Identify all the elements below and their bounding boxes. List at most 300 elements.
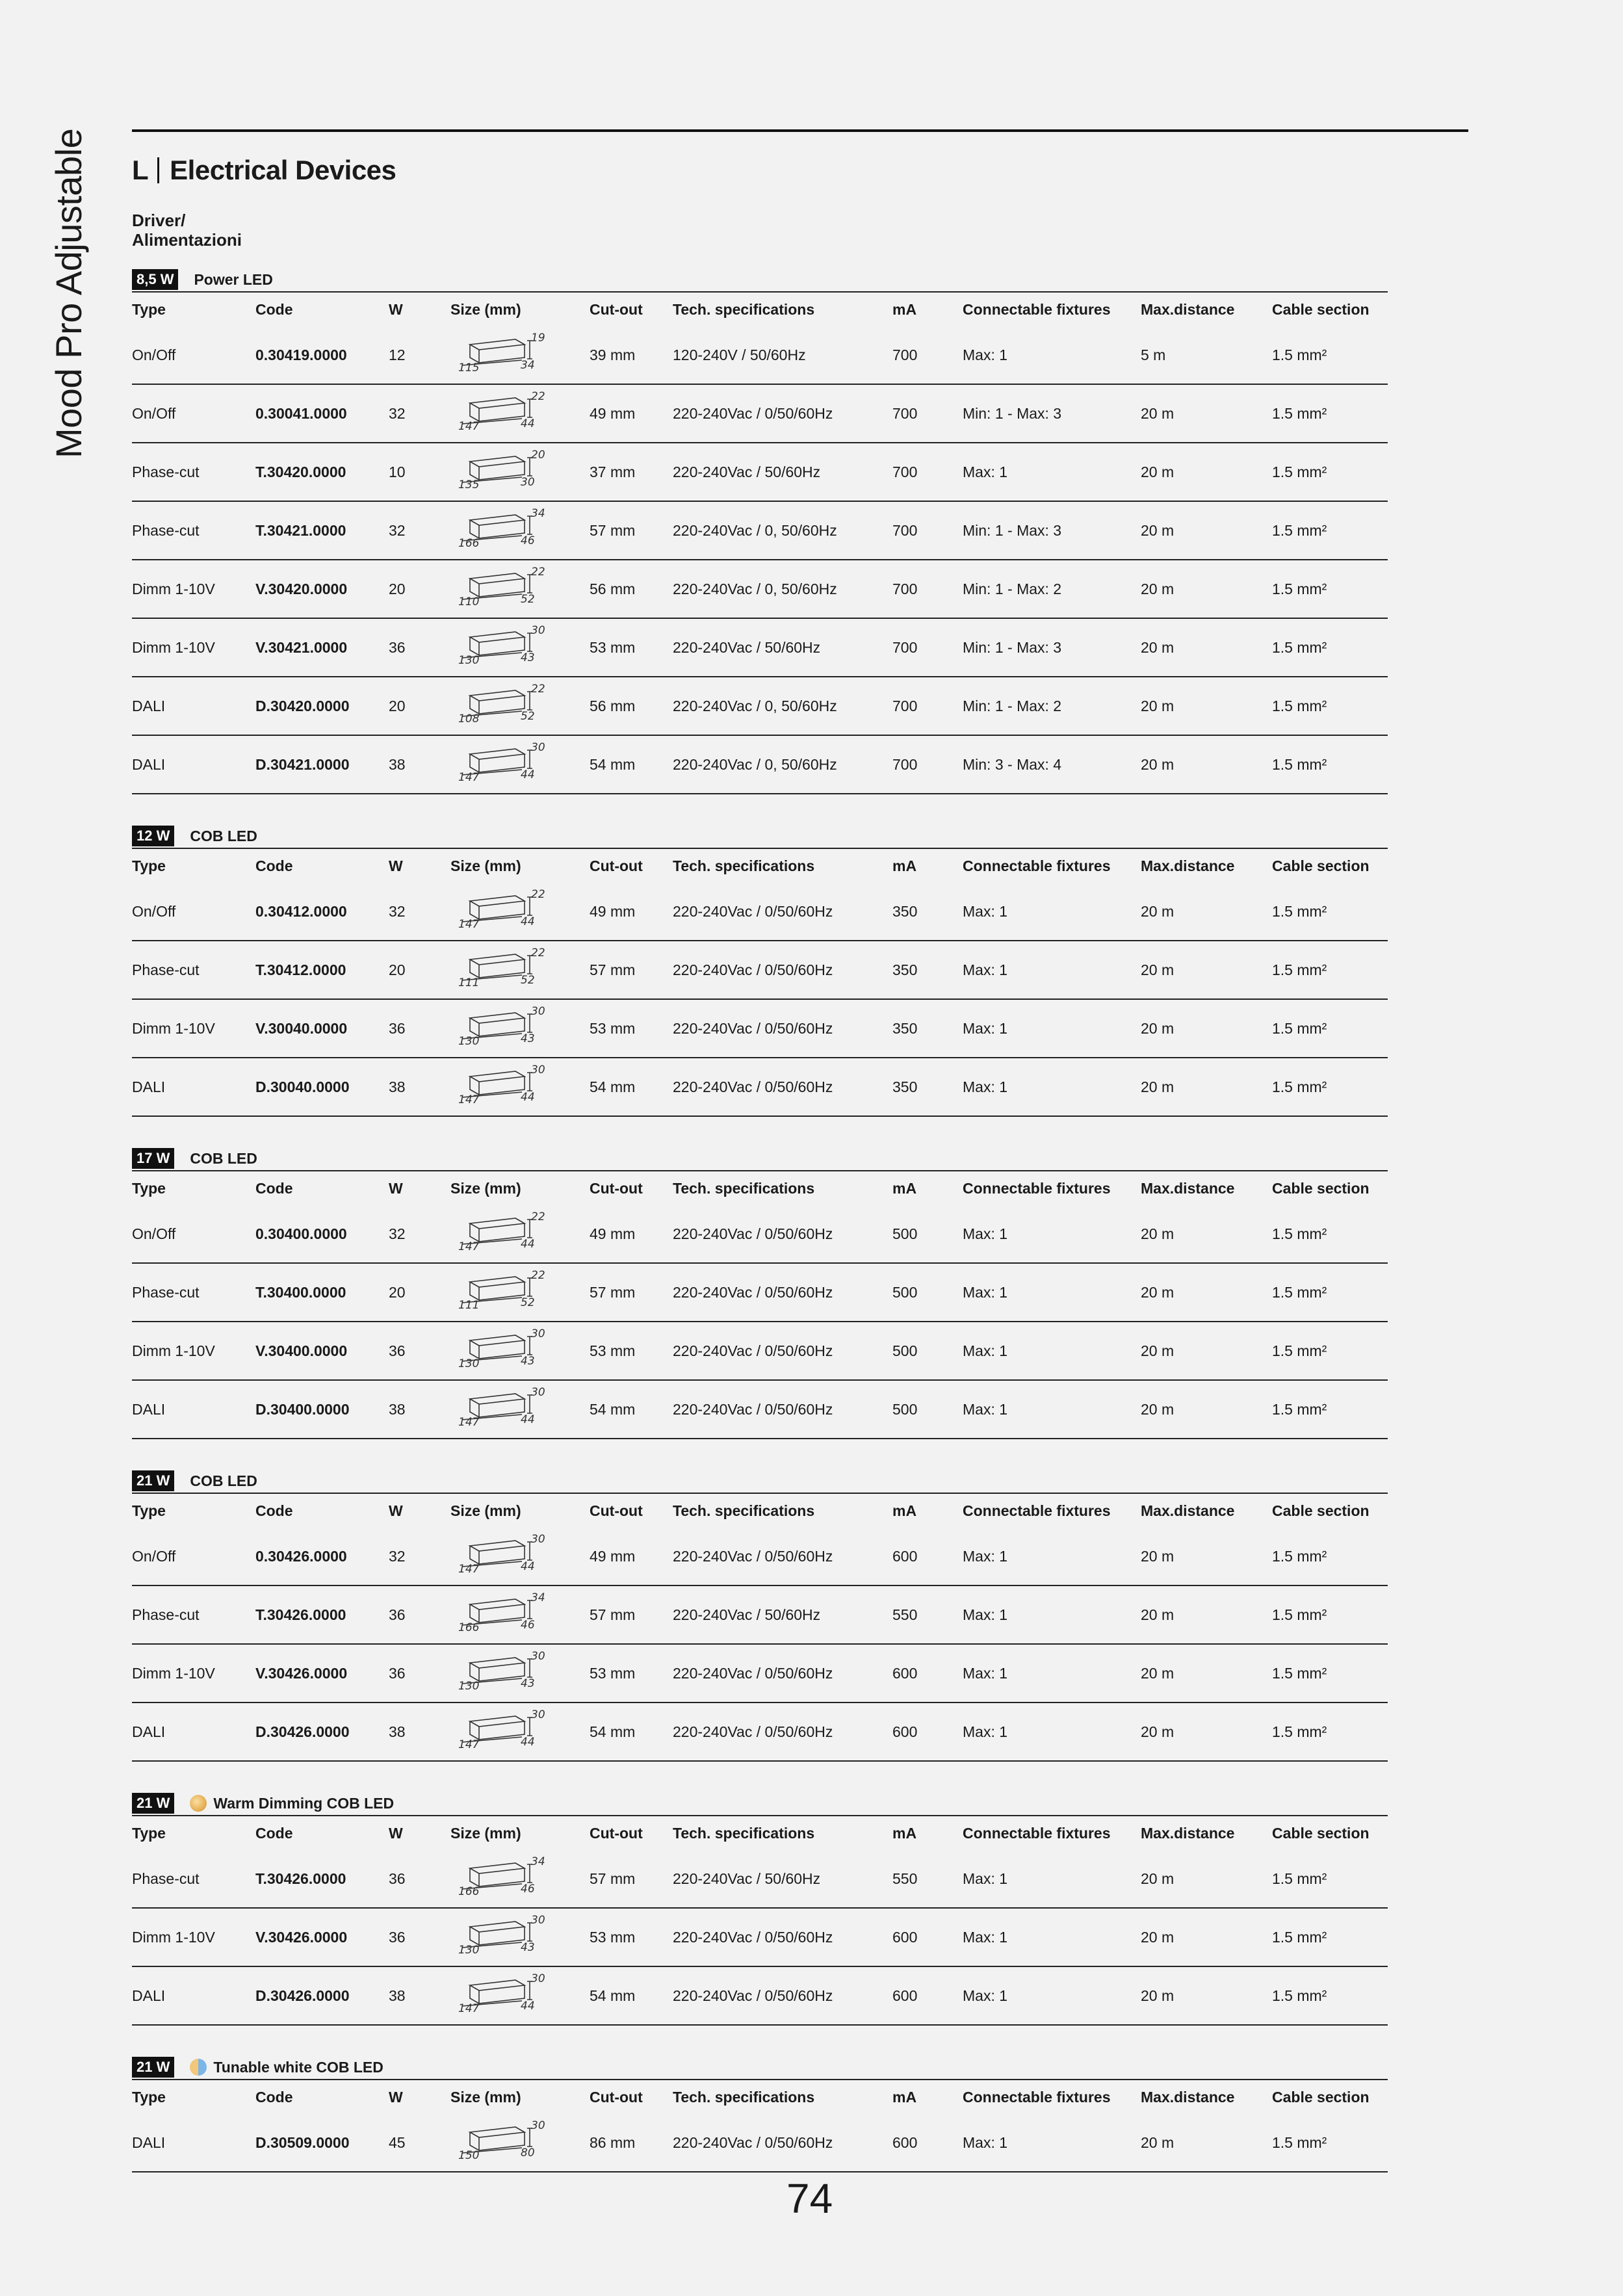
- cell-cable: 1.5 mm²: [1272, 1225, 1327, 1242]
- cell-cable: 1.5 mm²: [1272, 404, 1327, 422]
- size-height: 30: [531, 2119, 545, 2132]
- column-header-w: W: [389, 1502, 403, 1519]
- size-depth: 52: [521, 974, 535, 987]
- table-row: [132, 736, 1388, 794]
- section-label: COB LED: [190, 1149, 257, 1167]
- cell-type: Dimm 1-10V: [132, 638, 215, 656]
- size-length: 115: [458, 361, 480, 374]
- column-header-ma: mA: [892, 300, 917, 318]
- column-header-cable: Cable section: [1272, 1824, 1370, 1842]
- column-header-dist: Max.distance: [1141, 2088, 1235, 2106]
- size-depth: 44: [521, 768, 535, 781]
- table-row: [132, 1322, 1388, 1381]
- size-height: 30: [531, 1914, 545, 1927]
- column-header-cable: Cable section: [1272, 857, 1370, 874]
- cell-conn: Max: 1: [963, 1987, 1008, 2004]
- size-length: 111: [458, 976, 480, 989]
- column-header-code: Code: [255, 1179, 293, 1197]
- table-header-row: [132, 1493, 1388, 1528]
- cell-type: DALI: [132, 1987, 166, 2004]
- size-depth: 43: [521, 1032, 535, 1045]
- cell-cut: 56 mm: [590, 580, 636, 597]
- cell-ma: 600: [892, 1547, 918, 1565]
- subheading-line1: Driver/: [132, 211, 186, 230]
- table-row: [132, 1000, 1388, 1058]
- cell-ma: 700: [892, 697, 918, 714]
- cell-cut: 57 mm: [590, 1283, 636, 1301]
- column-header-size: Size (mm): [450, 857, 521, 874]
- size-height: 22: [531, 390, 545, 403]
- cell-type: Phase-cut: [132, 1283, 200, 1301]
- wattage-badge: 21 W: [132, 1470, 174, 1491]
- size-height: 22: [531, 946, 545, 959]
- spec-section: [132, 824, 1388, 1117]
- column-header-cable: Cable section: [1272, 1179, 1370, 1197]
- cell-code: V.30400.0000: [255, 1342, 348, 1359]
- column-header-cut: Cut-out: [590, 300, 643, 318]
- cell-dist: 20 m: [1141, 1019, 1175, 1037]
- cell-tech: 220-240Vac / 0/50/60Hz: [673, 1342, 833, 1359]
- cell-cut: 54 mm: [590, 1723, 636, 1740]
- cell-type: Phase-cut: [132, 961, 200, 978]
- cell-cut: 53 mm: [590, 1928, 636, 1946]
- cell-w: 36: [389, 638, 406, 656]
- size-depth: 46: [521, 534, 535, 547]
- column-header-cut: Cut-out: [590, 2088, 643, 2106]
- cell-cable: 1.5 mm²: [1272, 1723, 1327, 1740]
- cell-code: 0.30426.0000: [255, 1547, 347, 1565]
- cell-dist: 20 m: [1141, 697, 1175, 714]
- size-height: 30: [531, 1650, 545, 1663]
- size-cell: [450, 1586, 590, 1643]
- cell-code: D.30509.0000: [255, 2133, 350, 2151]
- wattage-badge: 21 W: [132, 2057, 174, 2078]
- size-cell: [450, 1264, 590, 1321]
- cell-w: 36: [389, 1928, 406, 1946]
- cell-cable: 1.5 mm²: [1272, 697, 1327, 714]
- cell-type: DALI: [132, 755, 166, 773]
- column-header-type: Type: [132, 1502, 166, 1519]
- column-header-type: Type: [132, 300, 166, 318]
- size-height: 30: [531, 1708, 545, 1721]
- size-height: 19: [531, 332, 545, 345]
- column-header-code: Code: [255, 1824, 293, 1842]
- cell-conn: Max: 1: [963, 1019, 1008, 1037]
- wattage-badge: 21 W: [132, 1793, 174, 1814]
- size-cell: [450, 883, 590, 940]
- table-row: [132, 677, 1388, 736]
- side-title-text: Mood Pro Adjustable: [48, 128, 89, 458]
- column-header-cable: Cable section: [1272, 1502, 1370, 1519]
- cell-conn: Max: 1: [963, 1664, 1008, 1682]
- cell-ma: 350: [892, 1078, 918, 1095]
- cell-dist: 20 m: [1141, 1400, 1175, 1418]
- column-header-ma: mA: [892, 1502, 917, 1519]
- size-length: 130: [458, 654, 480, 667]
- subheading: [132, 211, 392, 250]
- cell-ma: 550: [892, 1606, 918, 1623]
- column-header-dist: Max.distance: [1141, 300, 1235, 318]
- cell-cut: 57 mm: [590, 1606, 636, 1623]
- column-header-w: W: [389, 300, 403, 318]
- cell-w: 36: [389, 1606, 406, 1623]
- cell-type: Dimm 1-10V: [132, 1664, 215, 1682]
- cell-cable: 1.5 mm²: [1272, 1606, 1327, 1623]
- size-depth: 52: [521, 593, 535, 606]
- spec-section: [132, 1469, 1388, 1762]
- cell-tech: 220-240Vac / 0/50/60Hz: [673, 2133, 833, 2151]
- cell-w: 32: [389, 902, 406, 920]
- heading-separator: [157, 157, 159, 183]
- size-cell: [450, 326, 590, 384]
- column-header-conn: Connectable fixtures: [963, 1179, 1111, 1197]
- cell-w: 36: [389, 1870, 406, 1887]
- cell-cable: 1.5 mm²: [1272, 1547, 1327, 1565]
- size-height: 30: [531, 1005, 545, 1018]
- table-row: [132, 941, 1388, 1000]
- cell-type: DALI: [132, 1723, 166, 1740]
- cell-tech: 220-240Vac / 0, 50/60Hz: [673, 580, 837, 597]
- cell-dist: 20 m: [1141, 2133, 1175, 2151]
- section-label: Power LED: [194, 270, 273, 288]
- cell-conn: Max: 1: [963, 1928, 1008, 1946]
- cell-conn: Min: 1 - Max: 3: [963, 404, 1062, 422]
- cell-ma: 500: [892, 1400, 918, 1418]
- table-row: [132, 1205, 1388, 1264]
- size-cell: [450, 1381, 590, 1438]
- subheading-line2: Alimentazioni: [132, 230, 242, 250]
- cell-conn: Max: 1: [963, 1078, 1008, 1095]
- top-rule: [132, 129, 1468, 132]
- column-header-cable: Cable section: [1272, 300, 1370, 318]
- cell-code: D.30400.0000: [255, 1400, 350, 1418]
- cell-type: Phase-cut: [132, 463, 200, 480]
- cell-cable: 1.5 mm²: [1272, 1078, 1327, 1095]
- size-cell: [450, 1645, 590, 1702]
- size-height: 30: [531, 1327, 545, 1340]
- size-depth: 44: [521, 1091, 535, 1104]
- cell-tech: 220-240Vac / 0/50/60Hz: [673, 1283, 833, 1301]
- table-row: [132, 619, 1388, 677]
- cell-dist: 20 m: [1141, 1664, 1175, 1682]
- cell-dist: 20 m: [1141, 961, 1175, 978]
- size-height: 34: [531, 1591, 545, 1604]
- size-length: 111: [458, 1299, 480, 1312]
- table-row: [132, 2114, 1388, 2172]
- cell-conn: Max: 1: [963, 1547, 1008, 1565]
- size-depth: 46: [521, 1883, 535, 1896]
- column-header-size: Size (mm): [450, 1502, 521, 1519]
- cell-w: 20: [389, 580, 406, 597]
- cell-ma: 700: [892, 580, 918, 597]
- cell-dist: 20 m: [1141, 638, 1175, 656]
- size-height: 22: [531, 888, 545, 901]
- wattage-badge: 17 W: [132, 1148, 174, 1169]
- cell-code: T.30400.0000: [255, 1283, 346, 1301]
- table-row: [132, 1850, 1388, 1909]
- size-height: 34: [531, 507, 545, 520]
- size-cell: [450, 1000, 590, 1057]
- table-row: [132, 883, 1388, 941]
- cell-cut: 86 mm: [590, 2133, 636, 2151]
- size-cell: [450, 619, 590, 676]
- page-heading: [132, 155, 396, 186]
- cell-w: 45: [389, 2133, 406, 2151]
- cell-cable: 1.5 mm²: [1272, 1870, 1327, 1887]
- table-header-row: [132, 848, 1388, 883]
- table-row: [132, 560, 1388, 619]
- tunable-indicator-icon: [190, 2059, 207, 2076]
- cell-w: 36: [389, 1664, 406, 1682]
- cell-dist: 20 m: [1141, 755, 1175, 773]
- section-header: [132, 824, 1388, 848]
- cell-cut: 49 mm: [590, 404, 636, 422]
- cell-w: 32: [389, 1225, 406, 1242]
- section-header: [132, 1792, 1388, 1815]
- cell-w: 32: [389, 404, 406, 422]
- section-header: [132, 268, 1388, 291]
- cell-type: Phase-cut: [132, 1870, 200, 1887]
- cell-w: 36: [389, 1342, 406, 1359]
- cell-code: D.30426.0000: [255, 1723, 350, 1740]
- column-header-tech: Tech. specifications: [673, 300, 815, 318]
- size-height: 30: [531, 1063, 545, 1076]
- cell-conn: Max: 1: [963, 1283, 1008, 1301]
- size-depth: 44: [521, 915, 535, 928]
- cell-code: D.30040.0000: [255, 1078, 350, 1095]
- column-header-type: Type: [132, 1824, 166, 1842]
- cell-code: D.30421.0000: [255, 755, 350, 773]
- cell-dist: 20 m: [1141, 1928, 1175, 1946]
- table-header-row: [132, 291, 1388, 326]
- column-header-conn: Connectable fixtures: [963, 300, 1111, 318]
- size-cell: [450, 385, 590, 442]
- size-cell: [450, 1205, 590, 1262]
- cell-cable: 1.5 mm²: [1272, 638, 1327, 656]
- size-height: 22: [531, 1269, 545, 1282]
- cell-cable: 1.5 mm²: [1272, 1019, 1327, 1037]
- cell-w: 38: [389, 1987, 406, 2004]
- column-header-ma: mA: [892, 1179, 917, 1197]
- size-cell: [450, 677, 590, 735]
- column-header-dist: Max.distance: [1141, 1824, 1235, 1842]
- size-length: 110: [458, 595, 480, 608]
- cell-code: V.30420.0000: [255, 580, 348, 597]
- column-header-ma: mA: [892, 1824, 917, 1842]
- column-header-w: W: [389, 1824, 403, 1842]
- warm-indicator-icon: [190, 1795, 207, 1812]
- section-header: [132, 1469, 1388, 1493]
- cell-dist: 20 m: [1141, 902, 1175, 920]
- size-length: 130: [458, 1680, 480, 1693]
- cell-cut: 57 mm: [590, 1870, 636, 1887]
- column-header-cable: Cable section: [1272, 2088, 1370, 2106]
- size-length: 130: [458, 1944, 480, 1957]
- cell-tech: 220-240Vac / 0/50/60Hz: [673, 1400, 833, 1418]
- column-header-type: Type: [132, 2088, 166, 2106]
- cell-tech: 220-240Vac / 0, 50/60Hz: [673, 697, 837, 714]
- cell-cut: 56 mm: [590, 697, 636, 714]
- cell-tech: 220-240Vac / 0/50/60Hz: [673, 1664, 833, 1682]
- cell-code: T.30426.0000: [255, 1870, 346, 1887]
- size-depth: 43: [521, 1677, 535, 1690]
- cell-cable: 1.5 mm²: [1272, 580, 1327, 597]
- cell-ma: 500: [892, 1225, 918, 1242]
- cell-cut: 53 mm: [590, 638, 636, 656]
- cell-cable: 1.5 mm²: [1272, 755, 1327, 773]
- cell-dist: 20 m: [1141, 1547, 1175, 1565]
- cell-conn: Max: 1: [963, 1723, 1008, 1740]
- column-header-size: Size (mm): [450, 2088, 521, 2106]
- cell-tech: 220-240Vac / 0/50/60Hz: [673, 404, 833, 422]
- column-header-cut: Cut-out: [590, 1824, 643, 1842]
- cell-cut: 49 mm: [590, 902, 636, 920]
- cell-type: DALI: [132, 697, 166, 714]
- size-depth: 44: [521, 1238, 535, 1251]
- cell-ma: 700: [892, 638, 918, 656]
- cell-conn: Max: 1: [963, 1225, 1008, 1242]
- cell-tech: 220-240Vac / 0/50/60Hz: [673, 1019, 833, 1037]
- cell-cable: 1.5 mm²: [1272, 521, 1327, 539]
- cell-cut: 49 mm: [590, 1225, 636, 1242]
- spec-section: [132, 2055, 1388, 2172]
- cell-tech: 220-240Vac / 0, 50/60Hz: [673, 521, 837, 539]
- column-header-code: Code: [255, 2088, 293, 2106]
- cell-conn: Max: 1: [963, 1606, 1008, 1623]
- cell-code: 0.30419.0000: [255, 346, 347, 363]
- cell-dist: 20 m: [1141, 1342, 1175, 1359]
- size-length: 147: [458, 1416, 480, 1429]
- size-cell: [450, 1528, 590, 1585]
- cell-conn: Min: 1 - Max: 3: [963, 521, 1062, 539]
- column-header-size: Size (mm): [450, 1824, 521, 1842]
- size-depth: 52: [521, 1296, 535, 1309]
- cell-code: V.30421.0000: [255, 638, 348, 656]
- size-depth: 44: [521, 1736, 535, 1749]
- cell-code: T.30426.0000: [255, 1606, 346, 1623]
- cell-ma: 600: [892, 2133, 918, 2151]
- cell-cut: 39 mm: [590, 346, 636, 363]
- cell-cut: 37 mm: [590, 463, 636, 480]
- cell-w: 20: [389, 697, 406, 714]
- cell-conn: Max: 1: [963, 1400, 1008, 1418]
- column-header-dist: Max.distance: [1141, 1179, 1235, 1197]
- size-length: 135: [458, 478, 480, 491]
- cell-cable: 1.5 mm²: [1272, 902, 1327, 920]
- size-length: 166: [458, 537, 480, 550]
- cell-ma: 600: [892, 1987, 918, 2004]
- size-depth: 43: [521, 1941, 535, 1954]
- cell-w: 38: [389, 755, 406, 773]
- cell-w: 10: [389, 463, 406, 480]
- size-cell: [450, 1058, 590, 1115]
- size-length: 147: [458, 771, 480, 784]
- column-header-w: W: [389, 857, 403, 874]
- cell-conn: Min: 3 - Max: 4: [963, 755, 1062, 773]
- cell-conn: Max: 1: [963, 1870, 1008, 1887]
- cell-code: T.30412.0000: [255, 961, 346, 978]
- cell-dist: 20 m: [1141, 1606, 1175, 1623]
- size-cell: [450, 1703, 590, 1760]
- cell-tech: 220-240Vac / 0/50/60Hz: [673, 961, 833, 978]
- cell-tech: 220-240Vac / 0/50/60Hz: [673, 902, 833, 920]
- page-number: 74: [786, 2175, 833, 2222]
- size-cell: [450, 736, 590, 793]
- cell-cable: 1.5 mm²: [1272, 1342, 1327, 1359]
- wattage-badge: 12 W: [132, 826, 174, 846]
- cell-ma: 600: [892, 1928, 918, 1946]
- cell-dist: 20 m: [1141, 1987, 1175, 2004]
- side-title: [49, 130, 88, 458]
- size-height: 30: [531, 624, 545, 637]
- size-height: 20: [531, 449, 545, 462]
- column-header-tech: Tech. specifications: [673, 1502, 815, 1519]
- column-header-type: Type: [132, 1179, 166, 1197]
- table-row: [132, 1703, 1388, 1762]
- cell-type: On/Off: [132, 902, 176, 920]
- cell-type: DALI: [132, 1078, 166, 1095]
- cell-w: 12: [389, 346, 406, 363]
- column-header-dist: Max.distance: [1141, 857, 1235, 874]
- cell-ma: 700: [892, 463, 918, 480]
- wattage-badge: 8,5 W: [132, 269, 178, 290]
- cell-ma: 700: [892, 521, 918, 539]
- size-length: 147: [458, 420, 480, 433]
- table-row: [132, 385, 1388, 443]
- cell-w: 36: [389, 1019, 406, 1037]
- table-row: [132, 1586, 1388, 1645]
- cell-dist: 5 m: [1141, 346, 1166, 363]
- size-depth: 30: [521, 476, 535, 489]
- cell-ma: 600: [892, 1723, 918, 1740]
- cell-cut: 53 mm: [590, 1342, 636, 1359]
- spec-tables: [132, 268, 1388, 2202]
- size-length: 150: [458, 2149, 480, 2162]
- section-label: Tunable white COB LED: [213, 2058, 383, 2076]
- cell-ma: 700: [892, 755, 918, 773]
- column-header-code: Code: [255, 300, 293, 318]
- size-cell: [450, 443, 590, 501]
- column-header-tech: Tech. specifications: [673, 2088, 815, 2106]
- size-height: 30: [531, 1533, 545, 1546]
- cell-cable: 1.5 mm²: [1272, 1283, 1327, 1301]
- cell-tech: 220-240Vac / 50/60Hz: [673, 463, 821, 480]
- size-length: 147: [458, 918, 480, 931]
- size-cell: [450, 560, 590, 618]
- cell-code: 0.30041.0000: [255, 404, 347, 422]
- cell-code: D.30420.0000: [255, 697, 350, 714]
- section-label: Warm Dimming COB LED: [213, 1794, 395, 1812]
- cell-ma: 500: [892, 1342, 918, 1359]
- cell-conn: Max: 1: [963, 961, 1008, 978]
- cell-tech: 220-240Vac / 50/60Hz: [673, 1870, 821, 1887]
- column-header-w: W: [389, 2088, 403, 2106]
- section-header: [132, 1147, 1388, 1170]
- column-header-tech: Tech. specifications: [673, 1824, 815, 1842]
- size-height: 22: [531, 566, 545, 579]
- cell-tech: 220-240Vac / 0/50/60Hz: [673, 1547, 833, 1565]
- cell-cable: 1.5 mm²: [1272, 961, 1327, 978]
- column-header-ma: mA: [892, 857, 917, 874]
- spec-section: [132, 268, 1388, 794]
- cell-ma: 550: [892, 1870, 918, 1887]
- size-depth: 44: [521, 1413, 535, 1426]
- size-length: 147: [458, 1240, 480, 1253]
- column-header-cut: Cut-out: [590, 857, 643, 874]
- cell-conn: Max: 1: [963, 2133, 1008, 2151]
- table-header-row: [132, 1815, 1388, 1850]
- column-header-code: Code: [255, 1502, 293, 1519]
